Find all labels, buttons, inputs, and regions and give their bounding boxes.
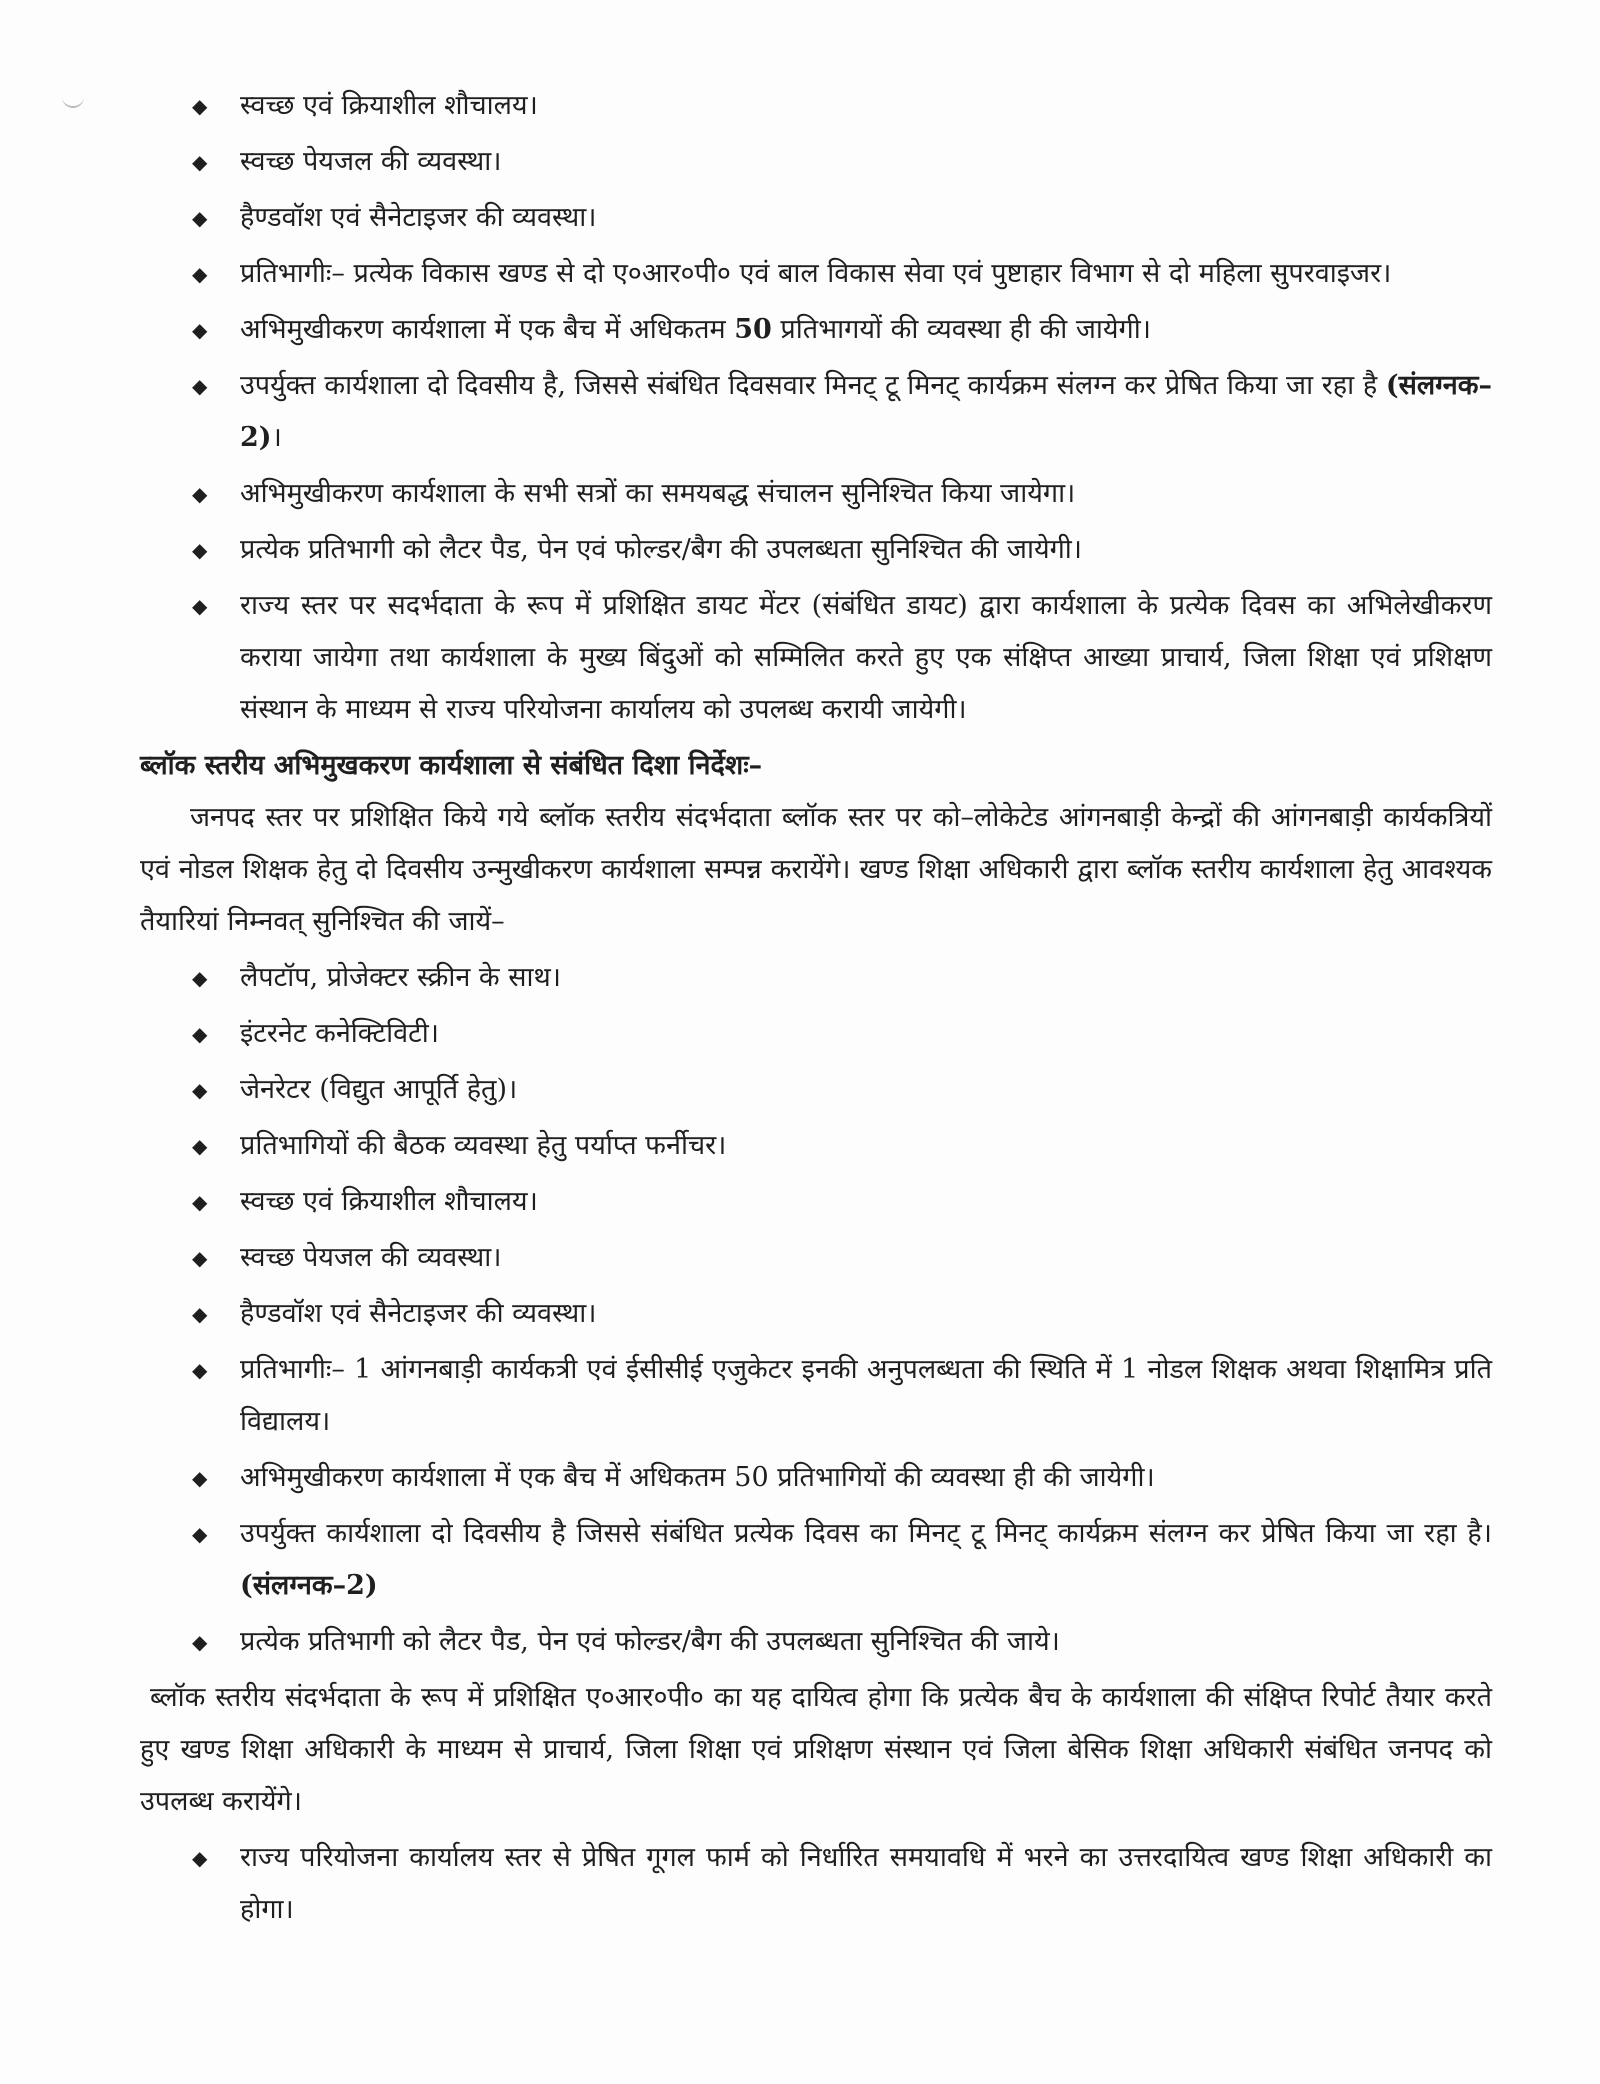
diamond-bullet-icon: ◆ xyxy=(192,374,208,398)
section-heading: ब्लॉक स्तरीय अभिमुखकरण कार्यशाला से संबंधित दिशा निर्देशः– xyxy=(140,750,763,781)
list-item: ◆ राज्य स्तर पर सदर्भदाता के रूप में प्रशिक्षित डायट मेंटर (संबंधित डायट) द्वारा कार्यशाला के प्रत्येक दिवस का अभिलेखीकरण कराया जायेगा तथा कार्यशाला के मुख्य बिंदुओं को सम्मिलित करते हुए एक संक्षिप्त आख्या प्राचार्य, जिला शिक्षा एवं प्रशिक्षण संस्थान के माध्यम से राज्य परियोजना कार्यालय को उपलब्ध करायी जायेगी। xyxy=(140,580,1492,736)
list-item: ◆ स्वच्छ पेयजल की व्यवस्था। xyxy=(140,136,1492,188)
list-item: ◆ जेनरेटर (विद्युत आपूर्ति हेतु)। xyxy=(140,1064,1492,1116)
list-item: ◆ उपर्युक्त कार्यशाला दो दिवसीय है जिससे संबंधित प्रत्येक दिवस का मिनट् टू मिनट् कार्यक्रम संलग्न कर प्रेषित किया जा रहा है। (संलग्नक–2) xyxy=(140,1508,1492,1612)
diamond-bullet-icon: ◆ xyxy=(192,1522,208,1546)
diamond-bullet-icon: ◆ xyxy=(192,1078,208,1102)
list-item: ◆ स्वच्छ पेयजल की व्यवस्था। xyxy=(140,1232,1492,1284)
list-item: ◆ अभिमुखीकरण कार्यशाला में एक बैच में अधिकतम 50 प्रतिभागियों की व्यवस्था ही की जायेगी। xyxy=(140,1452,1492,1504)
arp-paragraph: ब्लॉक स्तरीय संदर्भदाता के रूप में प्रशिक्षित ए०आर०पी० का यह दायित्व होगा कि प्रत्येक बैच के कार्यशाला की संक्षिप्त रिपोर्ट तैयार करते हुए खण्ड शिक्षा अधिकारी के माध्यम से प्राचार्य, जिला शिक्षा एवं प्रशिक्षण संस्थान एवं जिला बेसिक शिक्षा अधिकारी संबंधित जनपद को उपलब्ध करायेंगे। xyxy=(140,1682,1492,1817)
list-item: ◆ प्रतिभागीः– प्रत्येक विकास खण्ड से दो ए०आर०पी० एवं बाल विकास सेवा एवं पुष्टाहार विभाग से दो महिला सुपरवाइजर। xyxy=(140,248,1492,300)
document-body xyxy=(140,80,1492,1940)
list-item: ◆ प्रतिभागीः– 1 आंगनबाड़ी कार्यकत्री एवं ईसीसीई एजुकेटर इनकी अनुपलब्धता की स्थिति में 1 नोडल शिक्षक अथवा शिक्षामित्र प्रति विद्यालय। xyxy=(140,1344,1492,1448)
intro-paragraph: जनपद स्तर पर प्रशिक्षित किये गये ब्लॉक स्तरीय संदर्भदाता ब्लॉक स्तर पर को–लोकेटेड आंगनबाड़ी केन्द्रों की आंगनबाड़ी कार्यकत्रियों एवं नोडल शिक्षक हेतु दो दिवसीय उन्मुखीकरण कार्यशाला सम्पन्न करायेंगे। खण्ड शिक्षा अधिकारी द्वारा ब्लॉक स्तरीय कार्यशाला हेतु आवश्यक तैयारियां निम्नवत् सुनिश्चित की जायें– xyxy=(140,802,1492,937)
list-item: ◆ हैण्डवॉश एवं सैनेटाइजर की व्यवस्था। xyxy=(140,1288,1492,1340)
diamond-bullet-icon: ◆ xyxy=(192,538,208,562)
diamond-bullet-icon: ◆ xyxy=(192,1466,208,1490)
requirements-list-state xyxy=(140,80,1492,736)
diamond-bullet-icon: ◆ xyxy=(192,1358,208,1382)
diamond-bullet-icon: ◆ xyxy=(192,594,208,618)
diamond-bullet-icon: ◆ xyxy=(192,262,208,286)
list-item: ◆ इंटरनेट कनेक्टिविटी। xyxy=(140,1008,1492,1060)
list-item: ◆ अभिमुखीकरण कार्यशाला में एक बैच में अधिकतम 50 प्रतिभागयों की व्यवस्था ही की जायेगी। xyxy=(140,304,1492,356)
diamond-bullet-icon: ◆ xyxy=(192,1630,208,1654)
list-item: ◆ स्वच्छ एवं क्रियाशील शौचालय। xyxy=(140,1176,1492,1228)
diamond-bullet-icon: ◆ xyxy=(192,150,208,174)
scan-mark xyxy=(62,92,84,108)
diamond-bullet-icon: ◆ xyxy=(192,94,208,118)
list-item: ◆ प्रत्येक प्रतिभागी को लैटर पैड, पेन एवं फोल्डर/बैग की उपलब्धता सुनिश्चित की जाये। xyxy=(140,1616,1492,1668)
diamond-bullet-icon: ◆ xyxy=(192,1302,208,1326)
list-item: ◆ अभिमुखीकरण कार्यशाला के सभी सत्रों का समयबद्ध संचालन सुनिश्चित किया जायेगा। xyxy=(140,468,1492,520)
requirements-list-block xyxy=(140,952,1492,1668)
diamond-bullet-icon: ◆ xyxy=(192,318,208,342)
list-item: ◆ लैपटॉप, प्रोजेक्टर स्क्रीन के साथ। xyxy=(140,952,1492,1004)
list-item: ◆ राज्य परियोजना कार्यालय स्तर से प्रेषित गूगल फार्म को निर्धारित समयावधि में भरने का उत्तरदायित्व खण्ड शिक्षा अधिकारी का होगा। xyxy=(140,1832,1492,1936)
diamond-bullet-icon: ◆ xyxy=(192,1134,208,1158)
list-item: ◆ प्रत्येक प्रतिभागी को लैटर पैड, पेन एवं फोल्डर/बैग की उपलब्धता सुनिश्चित की जायेगी। xyxy=(140,524,1492,576)
diamond-bullet-icon: ◆ xyxy=(192,1246,208,1270)
list-item: ◆ उपर्युक्त कार्यशाला दो दिवसीय है, जिससे संबंधित दिवसवार मिनट् टू मिनट् कार्यक्रम संलग्न कर प्रेषित किया जा रहा है (संलग्नक–2)। xyxy=(140,360,1492,464)
diamond-bullet-icon: ◆ xyxy=(192,966,208,990)
list-item: ◆ हैण्डवॉश एवं सैनेटाइजर की व्यवस्था। xyxy=(140,192,1492,244)
list-item: ◆ स्वच्छ एवं क्रियाशील शौचालय। xyxy=(140,80,1492,132)
diamond-bullet-icon: ◆ xyxy=(192,1190,208,1214)
diamond-bullet-icon: ◆ xyxy=(192,1022,208,1046)
list-item: ◆ प्रतिभागियों की बैठक व्यवस्था हेतु पर्याप्त फर्नीचर। xyxy=(140,1120,1492,1172)
diamond-bullet-icon: ◆ xyxy=(192,1846,208,1870)
diamond-bullet-icon: ◆ xyxy=(192,206,208,230)
responsibility-list xyxy=(140,1832,1492,1936)
diamond-bullet-icon: ◆ xyxy=(192,482,208,506)
